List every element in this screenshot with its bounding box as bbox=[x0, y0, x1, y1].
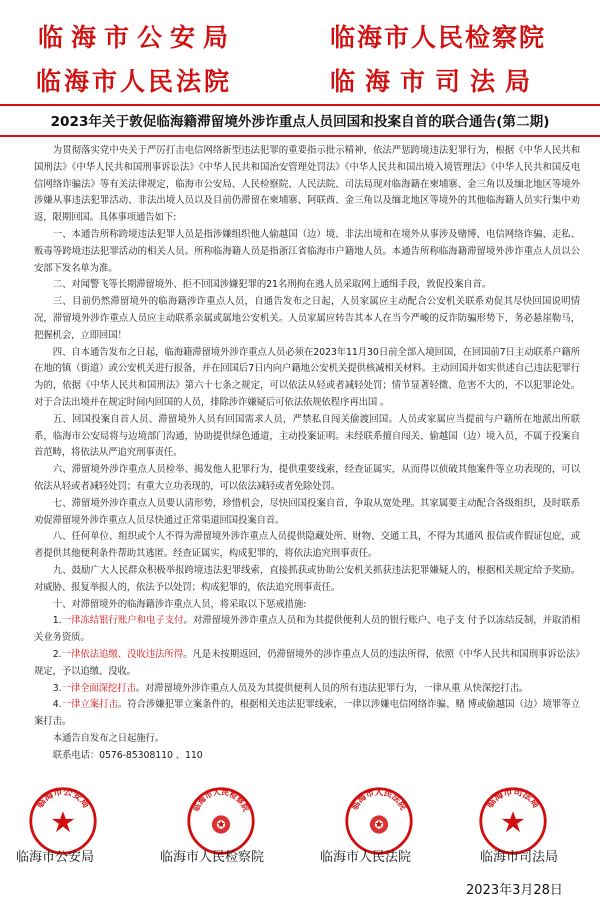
measure-item bbox=[34, 613, 580, 647]
measure-text: 。凡是未按期返回，仍滞留境外的涉诈重点人员的违法所得，依照《中华人民共和国刑事诉讼法》规定，予以追缴、没收。 bbox=[34, 648, 580, 677]
seal-ring-text: 临海市公安局 bbox=[35, 787, 91, 811]
issuer-procuratorate: 临海市人民检察院 bbox=[160, 850, 265, 865]
contact-phone: 联系电话：0576-85308110 、110 bbox=[52, 749, 203, 761]
measure-highlight: 一律全面深挖打击 bbox=[61, 682, 136, 694]
measure-number: 4. bbox=[52, 699, 62, 711]
measure-number: 3. bbox=[52, 682, 62, 694]
issuer-court: 临海市人民法院 bbox=[320, 850, 412, 865]
seal-ring-text: 临海市司法局 bbox=[485, 787, 541, 811]
agency-procuratorate: 临海市人民检察院 bbox=[330, 23, 547, 52]
document-title: 2023年关于敦促临海籍滞留境外涉诈重点人员回国和投案自首的联合通告(第二期) bbox=[50, 114, 550, 130]
red-rule-bottom bbox=[0, 135, 600, 137]
article-4: 四、自本通告发布之日起，临海籍滞留境外涉诈重点人员必须在2023年11月30日前全部入境回国，在回国前7日主动联系户籍所在地的镇（街道）或公安机关进行报备，并在回国后7日内向户籍地公安机关提供核减相关材料。主动回国并如实供述自己违法犯罪行为的，依据《中华人民共和国刑法》第六十七条之规定，可以依法从轻或者减轻处罚；情节显著轻微、危害不大的，不以犯罪论处。对于合法出境并在规定时间内回国的人员，排除涉诈嫌疑后可依法依规依程序再出国 。 bbox=[34, 346, 580, 408]
measure-text: 。对滞留境外涉诈重点人员及为其提供便利人员的所有违法犯罪行为，一律从重 从快深挖打击。 bbox=[135, 682, 529, 694]
agency-header bbox=[0, 0, 600, 108]
seal-ring-text: 临海市人民检察院 bbox=[191, 787, 251, 813]
measure-text: 。对滞留境外涉诈重点人员和为其提供便利人员的银行账户、电子支 付予以冻结反制，并取消相关业务资质。 bbox=[34, 615, 580, 644]
svg-text:临海市人民法院 bbox=[349, 787, 409, 812]
svg-text:临海市人民检察院 bbox=[191, 787, 252, 814]
issue-date: 2023年3月28日 bbox=[466, 883, 563, 898]
measure-item bbox=[34, 647, 580, 681]
article-9: 九、鼓励广大人民群众积极举报跨境违法犯罪线索，直接抓获或协助公安机关抓获违法犯罪嫌疑人的，根据相关规定给予奖励。对威胁、报复举报人的，依法予以处罚；构成犯罪的，依法追究刑事责任。 bbox=[34, 564, 580, 593]
red-rule-top bbox=[0, 104, 600, 106]
issuer-justice-bureau: 临海市司法局 bbox=[480, 850, 559, 865]
agency-police: 临海市公安局 bbox=[38, 23, 237, 52]
article-7: 七、滞留境外涉诈重点人员要认清形势，珍惜机会，尽快回国投案自首，争取从宽处理。其家属要主动配合各级组织，及时联系劝促滞留境外涉诈重点人员尽快通过正常渠道回国投案自首。 bbox=[34, 497, 580, 526]
measure-highlight: 一律冻结银行账户和电子支付 bbox=[61, 615, 184, 627]
article-10: 十、对滞留境外的临海籍涉诈重点人员，将采取以下惩戒措施: bbox=[52, 598, 307, 610]
measure-number: 1. bbox=[52, 615, 62, 627]
preamble-paragraph: 为贯彻落实党中央关于严厉打击电信网络新型违法犯罪的重要指示批示精神，依法严惩跨境违法犯罪行为，根据《中华人民共和国刑法》《中华人民共和国刑事诉讼法》《中华人民共和国治安管理处罚法》《中华人民共和国出境入境管理法》《中华人民共和国反电信网络诈骗法》等有关法律规定，临海市公安局、人民检察院、人民法院、司法局现对临海籍在柬埔寨、金三角以及缅北地区等境外涉嫌从事违法犯罪活动、非法出境人员以及目前仍滞留在柬埔寨、阿联酋、金三角以及缅北地区等境外的其他临海籍人员实行集中劝返，限期回国。具体事项通告如下: bbox=[34, 145, 580, 224]
effective-clause: 本通告自发布之日起施行。 bbox=[52, 732, 165, 744]
article-8: 八、任何单位、组织或个人不得为滞留境外涉诈重点人员提供隐藏处所、财物、交通工具，不得为其通风 报信或作假证包庇，或者提供其他便利条件帮助其逃匿。经查证属实，构成犯罪的，将依法追究刑事责任。 bbox=[34, 531, 580, 560]
article-5: 五、回国投案自首人员、滞留境外人员有回国需求人员，严禁私自闯关偷渡回国。人员或家属应当提前与户籍所在地派出所联系，临海市公安局将与边境部门沟通，协助提供绿色通道，主动投案证明。未经联系擅自闯关、偷越国（边）境入员，不属于投案自首范畴，将依法从严追究刑事责任。 bbox=[34, 413, 580, 459]
seal-ring-text: 临海市人民法院 bbox=[349, 786, 409, 812]
measure-number: 2. bbox=[52, 648, 62, 660]
agency-justice-bureau: 临海市司法局 bbox=[330, 67, 541, 96]
measure-highlight: 一律立案打击 bbox=[61, 699, 118, 711]
issuer-police: 临海市公安局 bbox=[16, 850, 95, 865]
measure-text: 。符合涉嫌犯罪立案条件的，根据相关违法犯罪线索，一律以涉嫌电信网络诈骗、赌 博或偷越国（边）境罪等立案打击。 bbox=[34, 699, 580, 728]
article-2: 二、对闻警飞等长期滞留境外、拒不回国涉嫌犯罪的21名刑拘在逃人员采取网上通缉手段，敦促投案自首。 bbox=[52, 279, 492, 291]
measure-highlight: 一律依法追缴、没收违法所得 bbox=[61, 648, 184, 660]
measure-item bbox=[34, 697, 580, 731]
agency-court: 临海市人民法院 bbox=[36, 67, 233, 96]
measure-item bbox=[34, 681, 580, 698]
article-3: 三、目前仍然滞留境外的临海籍涉诈重点人员，自通告发布之日起，人员家属应主动配合公安机关联系劝促其尽快回国说明情况，滞留境外涉诈重点人员应主动联系亲属或属地公安机关。人员家属应转告其本人在当今严峻的反诈防骗形势下，务必悬崖勒马，把握机会，立即回国！ bbox=[34, 296, 580, 341]
article-1: 一、本通告所称跨境违法犯罪人员是指涉嫌组织他人偷越国（边）境、非法出境和在境外从事涉及赌博、电信网络诈骗、走私、贩毒等跨境违法犯罪活动的相关人员。所称临海籍人员是指浙江省临海市户籍地人员。本通告所称临海籍滞留境外涉诈重点人员以公安部下发名单为准。 bbox=[34, 228, 580, 274]
article-6: 六、滞留境外涉诈重点人员检举、揭发他人犯罪行为，提供重要线索，经查证属实，从而得以侦破其他案件等立功表现的，可以依法从轻或者减轻处罚；有重大立功表现的，可以依法减轻或者免除处罚。 bbox=[34, 464, 580, 492]
notice-body bbox=[34, 143, 580, 764]
